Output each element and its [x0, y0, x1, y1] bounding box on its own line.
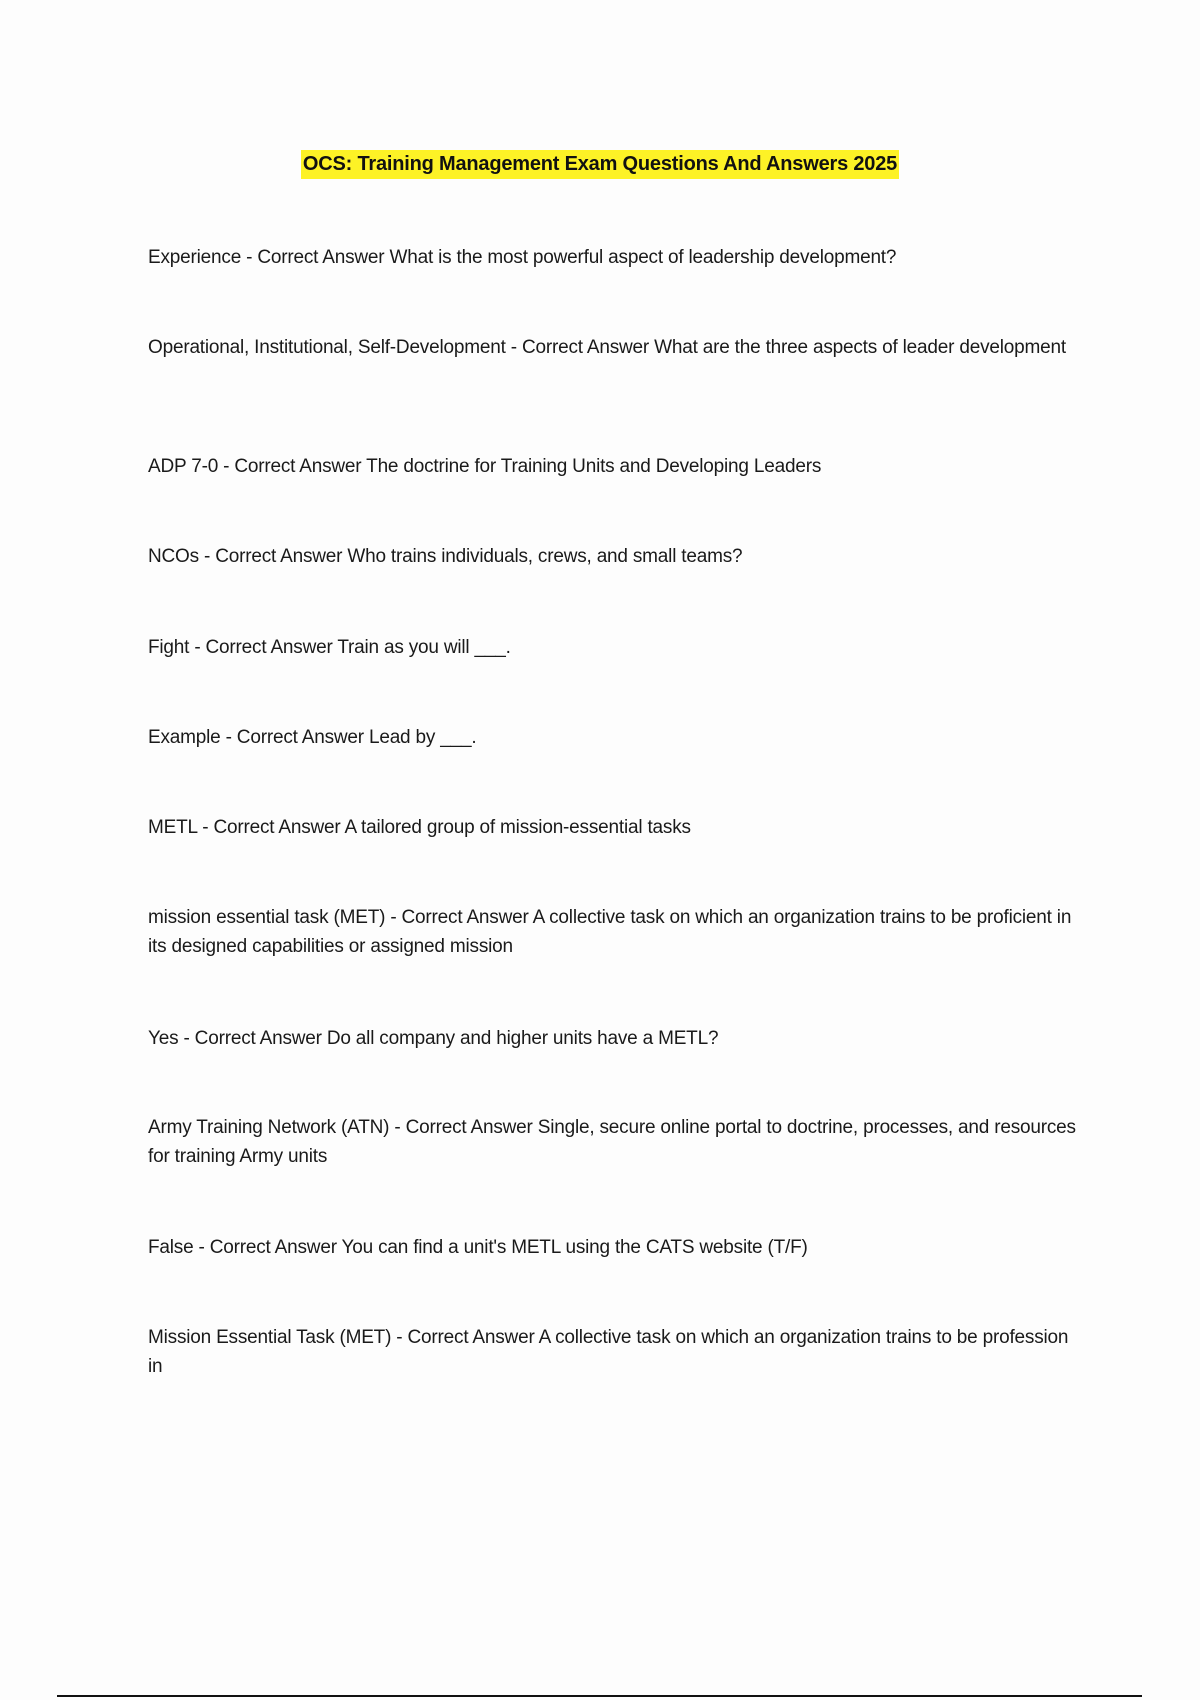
qa-entry: NCOs - Correct Answer Who trains individuals, crews, and small teams?	[148, 546, 743, 567]
qa-entry: METL - Correct Answer A tailored group of mission-essential tasks	[148, 817, 691, 838]
page-bottom-rule	[57, 1695, 1142, 1697]
document-title: OCS: Training Management Exam Questions And Answers 2025	[301, 150, 899, 179]
qa-entry: Mission Essential Task (MET) - Correct Answer A collective task on which an organization trains to be profession in	[148, 1327, 1069, 1377]
qa-entry: Fight - Correct Answer Train as you will ___.	[148, 637, 511, 658]
qa-entry: Experience - Correct Answer What is the most powerful aspect of leadership development?	[148, 247, 897, 268]
qa-entry: mission essential task (MET) - Correct Answer A collective task on which an organization trains to be proficient in its designed capabilities or assigned mission	[148, 907, 1072, 957]
qa-entry: Army Training Network (ATN) - Correct Answer Single, secure online portal to doctrine, processes, and resources for training Army units	[148, 1117, 1076, 1167]
qa-entry: Yes - Correct Answer Do all company and higher units have a METL?	[148, 1028, 719, 1049]
title-container	[0, 150, 1200, 179]
qa-entry: False - Correct Answer You can find a unit's METL using the CATS website (T/F)	[148, 1237, 808, 1258]
qa-entry: Example - Correct Answer Lead by ___.	[148, 727, 477, 748]
qa-entry: ADP 7-0 - Correct Answer The doctrine for Training Units and Developing Leaders	[148, 456, 822, 477]
qa-entry: Operational, Institutional, Self-Development - Correct Answer What are the three aspects of leader development	[148, 337, 1066, 358]
